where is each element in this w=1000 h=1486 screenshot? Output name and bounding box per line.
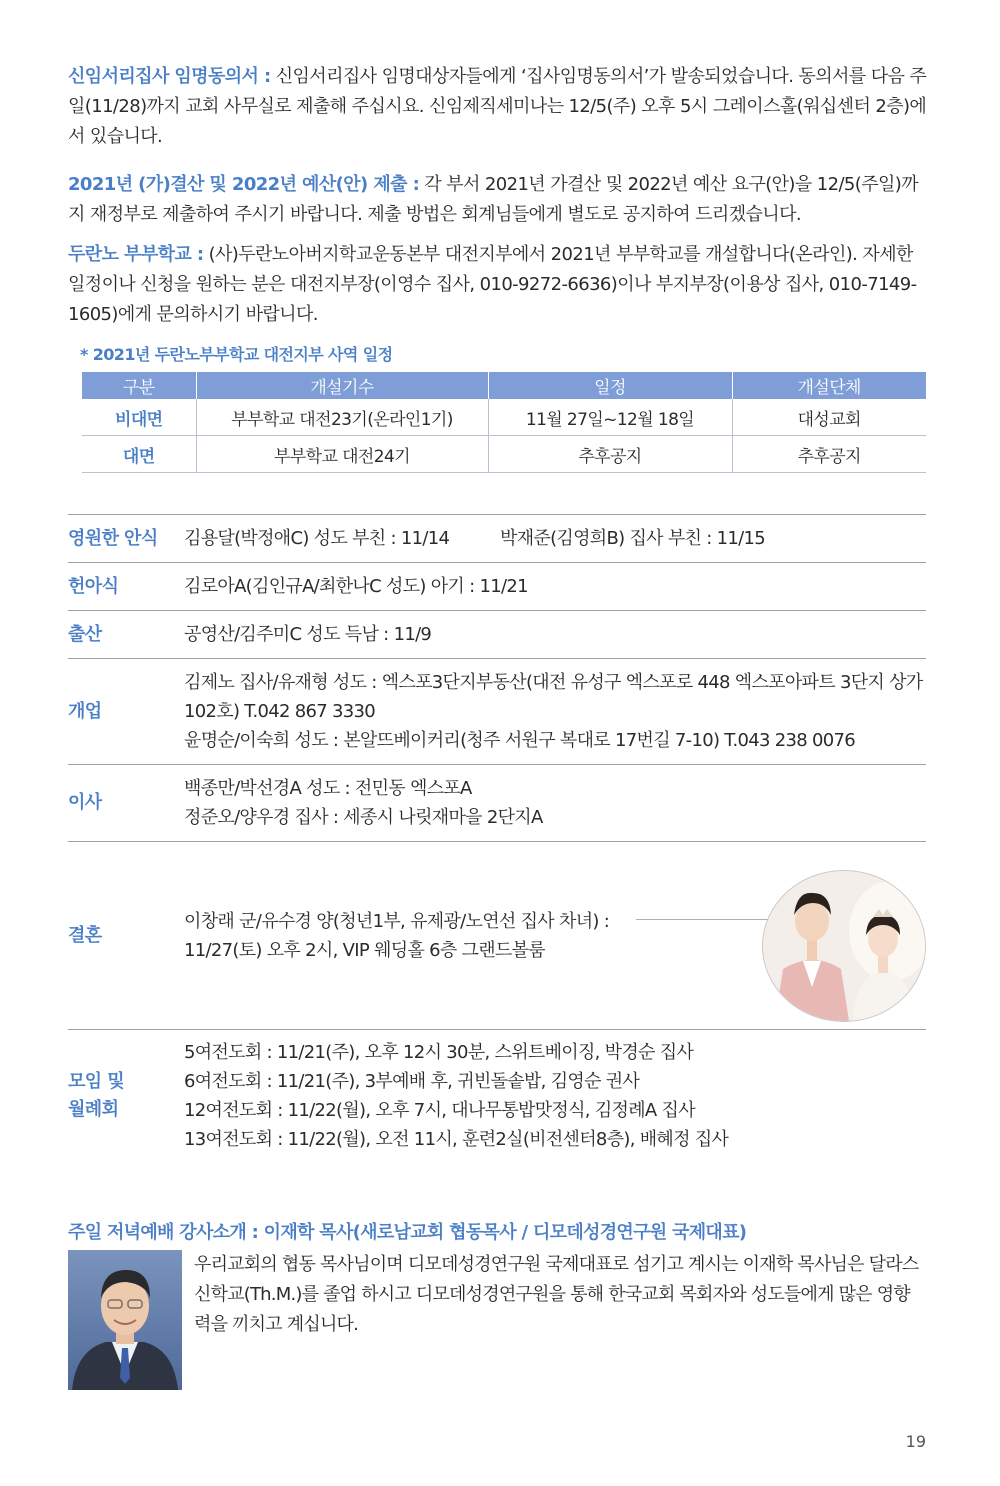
budget-body: 각 부서 2021년 가결산 및 2022년 예산 요구(안)을 12/5(주일)까지 재정부로 제출하여 주시기 바랍니다. 제출 방법은 회계님들에게 별도로 공지하여 드리겠습니다. [68, 174, 918, 225]
news-row-moving [68, 764, 926, 841]
news-label: 헌아식 [68, 575, 119, 597]
schedule-header-row [82, 372, 926, 399]
condolence-items [184, 524, 926, 553]
news-line: 윤명순/이숙희 성도 : 본알뜨베이커리(청주 서원구 복대로 17번길 7-10) T.043 238 0076 [184, 730, 856, 751]
couples-school-heading: 두란노 부부학교 : [68, 244, 204, 265]
couples-school-body: (사)두란노아버지학교운동본부 대전지부에서 2021년 부부학교를 개설합니다(온라인). 자세한 일정이나 신청을 원하는 분은 대전지부장(이영수 집사, 010-9272-6636)이나 부지부장(이용상 집사, 010-7149-1605)에게 문의하시기 바랍니다. [68, 244, 917, 325]
speaker-portrait [68, 1250, 182, 1390]
news-row-opening [68, 658, 926, 764]
table-row [82, 436, 926, 473]
budget-notice [68, 170, 928, 230]
news-content [184, 765, 926, 841]
news-content [184, 515, 926, 562]
news-label: 결혼 [68, 924, 102, 946]
wedding-couple-image [763, 871, 925, 1021]
news-content [184, 1030, 926, 1161]
header-category: 구분 [82, 372, 196, 399]
schedule-table [82, 372, 926, 473]
news-row-condolence [68, 514, 926, 562]
family-news-list [68, 514, 926, 1161]
meetings-label-line: 월례회 [68, 1098, 119, 1120]
news-row-dedication [68, 562, 926, 610]
news-content [184, 611, 926, 658]
wedding-couple-photo [762, 870, 926, 1022]
meetings-label-lines [68, 1068, 124, 1124]
deacon-consent-heading: 신임서리집사 임명동의서 : [68, 66, 271, 87]
news-content [184, 659, 926, 764]
cell-dates: 11월 27일~12월 18일 [488, 399, 732, 436]
meetings-label-line: 모임 및 [68, 1070, 125, 1092]
deacon-consent-body: 신임서리집사 임명대상자들에게 ‘집사임명동의서’가 발송되었습니다. 동의서를 다음 주일(11/28)까지 교회 사무실로 제출해 주십시요. 신임제직세미나는 12/5(주) 오후 5시 그레이스홀(워십센터 2층)에서 있습니다. [68, 66, 927, 147]
news-label: 출산 [68, 623, 102, 645]
news-label [68, 1030, 178, 1161]
news-label: 이사 [68, 792, 102, 813]
news-row-meetings [68, 1029, 926, 1161]
news-line: 이창래 군/유수경 양(청년1부, 유제광/노연선 집사 차녀) : [184, 910, 610, 932]
speaker-portrait-image [68, 1250, 182, 1390]
header-session: 개설기수 [196, 372, 488, 399]
news-line: 11/27(토) 오후 2시, VIP 웨딩홀 6층 그랜드볼룸 [184, 939, 545, 961]
schedule-title: * 2021년 두란노부부학교 대전지부 사역 일정 [80, 345, 393, 364]
news-line: 13여전도회 : 11/22(월), 오전 11시, 훈련2실(비전센터8층), 배혜정 집사 [184, 1128, 729, 1150]
cell-dates: 추후공지 [488, 436, 732, 473]
news-content [184, 563, 926, 610]
news-line: 5여전도회 : 11/21(주), 오후 12시 30분, 스위트베이징, 박경순 집사 [184, 1041, 694, 1063]
cell-host: 대성교회 [732, 399, 926, 436]
news-text: 김로아A(김인규A/최한나C 성도) 아기 : 11/21 [184, 576, 528, 597]
cell-session: 부부학교 대전23기(온라인1기) [196, 399, 488, 436]
news-line: 김제노 집사/유재형 성도 : 엑스포3단지부동산(대전 유성구 엑스포로 448 엑스포아파트 3단지 상가 102호) T.042 867 3330 [184, 672, 923, 722]
news-row-birth [68, 610, 926, 658]
news-line: 정준오/양우경 집사 : 세종시 나릿재마을 2단지A [184, 807, 543, 828]
cell-category: 비대면 [82, 399, 196, 436]
news-label: 영원한 안식 [68, 527, 158, 549]
speaker-bio: 우리교회의 협동 목사님이며 디모데성경연구원 국제대표로 섬기고 계시는 이재학 목사님은 달라스신학교(Th.M.)를 졸업 하시고 디모데성경연구원을 통해 한국교회 목회자와 성도들에게 많은 영향력을 끼치고 계십니다. [194, 1254, 919, 1335]
couples-school-notice [68, 240, 928, 330]
deacon-consent-notice [68, 62, 928, 152]
news-text: 공영산/김주미C 성도 득남 : 11/9 [184, 624, 432, 645]
cell-category: 대면 [82, 436, 196, 473]
news-line: 12여전도회 : 11/22(월), 오후 7시, 대나무통밥맛정식, 김정례A 집사 [184, 1099, 695, 1121]
condolence-item: 김용달(박정애C) 성도 부친 : 11/14 [184, 528, 450, 549]
budget-heading: 2021년 (가)결산 및 2022년 예산(안) 제출 : [68, 174, 420, 195]
news-line: 백종만/박선경A 성도 : 전민동 엑스포A [184, 778, 472, 799]
news-line: 6여전도회 : 11/21(주), 3부예배 후, 귀빈돌솥밥, 김영순 권사 [184, 1070, 640, 1092]
condolence-item: 박재준(김영희B) 집사 부친 : 11/15 [500, 528, 765, 549]
table-row [82, 399, 926, 436]
cell-host: 추후공지 [732, 436, 926, 473]
speaker-title: 주일 저녁예배 강사소개 : 이재학 목사(새로남교회 협동목사 / 디모데성경연구원 국제대표) [68, 1222, 747, 1243]
news-label: 개업 [68, 700, 102, 722]
page-number: 19 [905, 1432, 926, 1451]
header-dates: 일정 [488, 372, 732, 399]
cell-session: 부부학교 대전24기 [196, 436, 488, 473]
wedding-connector-line [636, 919, 768, 920]
header-host: 개설단체 [732, 372, 926, 399]
